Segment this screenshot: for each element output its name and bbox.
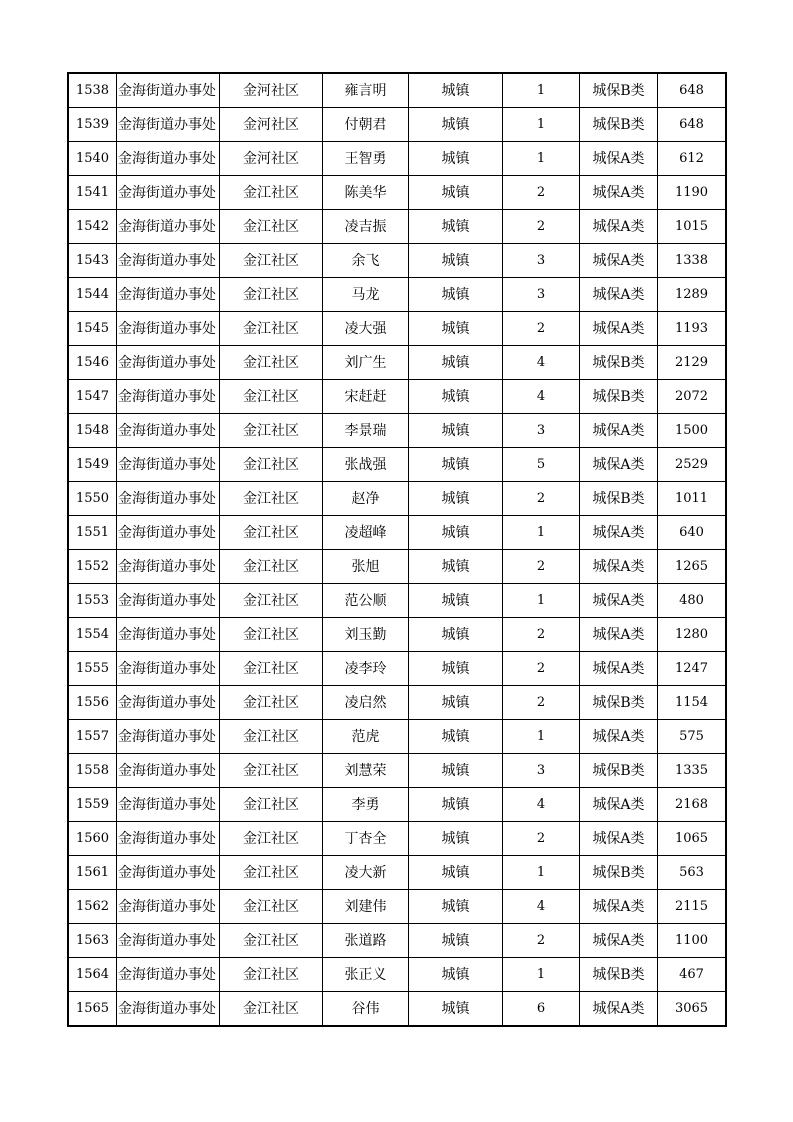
cell-member-count: 6 (503, 992, 580, 1027)
cell-household-type: 城镇 (409, 516, 503, 550)
table-row (68, 414, 726, 448)
cell-person-name: 谷伟 (323, 992, 409, 1027)
cell-amount: 3065 (658, 992, 727, 1027)
cell-amount: 1011 (658, 482, 727, 516)
cell-member-count: 2 (503, 686, 580, 720)
cell-household-type: 城镇 (409, 142, 503, 176)
cell-office: 金海街道办事处 (117, 856, 220, 890)
cell-household-type: 城镇 (409, 482, 503, 516)
cell-amount: 612 (658, 142, 727, 176)
cell-person-name: 张旭 (323, 550, 409, 584)
cell-office: 金海街道办事处 (117, 448, 220, 482)
cell-member-count: 2 (503, 312, 580, 346)
cell-household-type: 城镇 (409, 346, 503, 380)
cell-office: 金海街道办事处 (117, 788, 220, 822)
cell-serial-number: 1548 (68, 414, 117, 448)
cell-office: 金海街道办事处 (117, 142, 220, 176)
cell-member-count: 4 (503, 346, 580, 380)
table-row (68, 278, 726, 312)
cell-person-name: 凌超峰 (323, 516, 409, 550)
cell-member-count: 4 (503, 380, 580, 414)
cell-serial-number: 1542 (68, 210, 117, 244)
cell-member-count: 5 (503, 448, 580, 482)
cell-household-type: 城镇 (409, 822, 503, 856)
cell-office: 金海街道办事处 (117, 584, 220, 618)
cell-serial-number: 1545 (68, 312, 117, 346)
cell-serial-number: 1552 (68, 550, 117, 584)
cell-serial-number: 1551 (68, 516, 117, 550)
cell-amount: 648 (658, 73, 727, 108)
cell-serial-number: 1563 (68, 924, 117, 958)
cell-office: 金海街道办事处 (117, 278, 220, 312)
table-row (68, 652, 726, 686)
cell-office: 金海街道办事处 (117, 652, 220, 686)
cell-community: 金江社区 (220, 176, 323, 210)
cell-member-count: 1 (503, 720, 580, 754)
cell-community: 金江社区 (220, 550, 323, 584)
cell-household-type: 城镇 (409, 890, 503, 924)
cell-category: 城保B类 (580, 380, 658, 414)
cell-person-name: 宋赶赶 (323, 380, 409, 414)
table-row (68, 346, 726, 380)
cell-office: 金海街道办事处 (117, 482, 220, 516)
cell-office: 金海街道办事处 (117, 550, 220, 584)
cell-member-count: 4 (503, 890, 580, 924)
cell-person-name: 雍言明 (323, 73, 409, 108)
cell-category: 城保A类 (580, 924, 658, 958)
cell-category: 城保B类 (580, 482, 658, 516)
cell-community: 金江社区 (220, 754, 323, 788)
cell-office: 金海街道办事处 (117, 108, 220, 142)
cell-category: 城保A类 (580, 278, 658, 312)
cell-category: 城保A类 (580, 244, 658, 278)
table-row (68, 482, 726, 516)
cell-office: 金海街道办事处 (117, 380, 220, 414)
cell-member-count: 2 (503, 210, 580, 244)
cell-category: 城保B类 (580, 108, 658, 142)
cell-member-count: 2 (503, 550, 580, 584)
cell-category: 城保B类 (580, 754, 658, 788)
cell-amount: 575 (658, 720, 727, 754)
cell-community: 金江社区 (220, 210, 323, 244)
cell-serial-number: 1560 (68, 822, 117, 856)
cell-community: 金江社区 (220, 448, 323, 482)
cell-community: 金江社区 (220, 856, 323, 890)
cell-member-count: 2 (503, 176, 580, 210)
cell-office: 金海街道办事处 (117, 244, 220, 278)
cell-person-name: 凌大新 (323, 856, 409, 890)
cell-amount: 1500 (658, 414, 727, 448)
cell-category: 城保A类 (580, 992, 658, 1027)
cell-community: 金江社区 (220, 346, 323, 380)
cell-household-type: 城镇 (409, 924, 503, 958)
cell-amount: 2529 (658, 448, 727, 482)
cell-member-count: 1 (503, 584, 580, 618)
cell-household-type: 城镇 (409, 686, 503, 720)
cell-household-type: 城镇 (409, 958, 503, 992)
cell-amount: 1100 (658, 924, 727, 958)
table-row (68, 856, 726, 890)
cell-community: 金江社区 (220, 958, 323, 992)
table-row (68, 516, 726, 550)
cell-category: 城保A类 (580, 516, 658, 550)
cell-household-type: 城镇 (409, 550, 503, 584)
cell-amount: 1193 (658, 312, 727, 346)
cell-category: 城保A类 (580, 822, 658, 856)
cell-person-name: 张战强 (323, 448, 409, 482)
cell-household-type: 城镇 (409, 788, 503, 822)
cell-person-name: 刘慧荣 (323, 754, 409, 788)
roster-table-body (68, 73, 726, 1026)
cell-member-count: 2 (503, 482, 580, 516)
cell-category: 城保B类 (580, 346, 658, 380)
cell-member-count: 3 (503, 278, 580, 312)
cell-household-type: 城镇 (409, 73, 503, 108)
cell-office: 金海街道办事处 (117, 754, 220, 788)
cell-household-type: 城镇 (409, 312, 503, 346)
cell-category: 城保A类 (580, 414, 658, 448)
cell-person-name: 张正义 (323, 958, 409, 992)
table-row (68, 448, 726, 482)
roster-table (67, 72, 727, 1027)
cell-category: 城保A类 (580, 210, 658, 244)
cell-member-count: 3 (503, 244, 580, 278)
cell-person-name: 刘玉勤 (323, 618, 409, 652)
cell-household-type: 城镇 (409, 754, 503, 788)
cell-amount: 1280 (658, 618, 727, 652)
cell-office: 金海街道办事处 (117, 686, 220, 720)
cell-person-name: 李景瑞 (323, 414, 409, 448)
cell-serial-number: 1561 (68, 856, 117, 890)
cell-member-count: 2 (503, 652, 580, 686)
cell-amount: 1015 (658, 210, 727, 244)
cell-amount: 563 (658, 856, 727, 890)
cell-amount: 1247 (658, 652, 727, 686)
cell-household-type: 城镇 (409, 992, 503, 1027)
table-row (68, 73, 726, 108)
table-row (68, 890, 726, 924)
cell-serial-number: 1558 (68, 754, 117, 788)
cell-category: 城保A类 (580, 720, 658, 754)
cell-member-count: 3 (503, 754, 580, 788)
cell-category: 城保A类 (580, 652, 658, 686)
cell-amount: 648 (658, 108, 727, 142)
cell-person-name: 马龙 (323, 278, 409, 312)
cell-community: 金江社区 (220, 414, 323, 448)
cell-person-name: 范公顺 (323, 584, 409, 618)
cell-office: 金海街道办事处 (117, 414, 220, 448)
cell-office: 金海街道办事处 (117, 73, 220, 108)
cell-serial-number: 1549 (68, 448, 117, 482)
table-row (68, 992, 726, 1027)
cell-serial-number: 1550 (68, 482, 117, 516)
cell-amount: 1335 (658, 754, 727, 788)
cell-person-name: 李勇 (323, 788, 409, 822)
cell-serial-number: 1546 (68, 346, 117, 380)
cell-amount: 1154 (658, 686, 727, 720)
table-row (68, 108, 726, 142)
cell-amount: 480 (658, 584, 727, 618)
cell-person-name: 赵净 (323, 482, 409, 516)
table-row (68, 754, 726, 788)
table-row (68, 618, 726, 652)
cell-community: 金江社区 (220, 584, 323, 618)
table-row (68, 686, 726, 720)
cell-serial-number: 1559 (68, 788, 117, 822)
cell-category: 城保A类 (580, 584, 658, 618)
table-row (68, 380, 726, 414)
cell-amount: 2115 (658, 890, 727, 924)
cell-member-count: 2 (503, 822, 580, 856)
table-row (68, 244, 726, 278)
cell-serial-number: 1554 (68, 618, 117, 652)
cell-category: 城保A类 (580, 142, 658, 176)
cell-member-count: 1 (503, 856, 580, 890)
cell-member-count: 4 (503, 788, 580, 822)
cell-community: 金江社区 (220, 924, 323, 958)
cell-community: 金江社区 (220, 244, 323, 278)
cell-person-name: 凌启然 (323, 686, 409, 720)
cell-household-type: 城镇 (409, 244, 503, 278)
cell-amount: 2072 (658, 380, 727, 414)
cell-category: 城保B类 (580, 958, 658, 992)
cell-serial-number: 1547 (68, 380, 117, 414)
cell-community: 金江社区 (220, 482, 323, 516)
cell-serial-number: 1565 (68, 992, 117, 1027)
cell-member-count: 2 (503, 618, 580, 652)
table-row (68, 210, 726, 244)
cell-category: 城保B类 (580, 73, 658, 108)
cell-community: 金江社区 (220, 720, 323, 754)
cell-office: 金海街道办事处 (117, 958, 220, 992)
table-row (68, 788, 726, 822)
cell-household-type: 城镇 (409, 380, 503, 414)
cell-office: 金海街道办事处 (117, 890, 220, 924)
cell-person-name: 余飞 (323, 244, 409, 278)
cell-category: 城保A类 (580, 312, 658, 346)
cell-office: 金海街道办事处 (117, 992, 220, 1027)
cell-office: 金海街道办事处 (117, 176, 220, 210)
cell-office: 金海街道办事处 (117, 720, 220, 754)
cell-member-count: 1 (503, 108, 580, 142)
cell-community: 金江社区 (220, 890, 323, 924)
cell-household-type: 城镇 (409, 108, 503, 142)
cell-office: 金海街道办事处 (117, 346, 220, 380)
table-row (68, 720, 726, 754)
cell-serial-number: 1539 (68, 108, 117, 142)
cell-person-name: 陈美华 (323, 176, 409, 210)
cell-category: 城保A类 (580, 448, 658, 482)
table-row (68, 822, 726, 856)
cell-amount: 1289 (658, 278, 727, 312)
cell-category: 城保A类 (580, 788, 658, 822)
cell-amount: 2129 (658, 346, 727, 380)
cell-amount: 1190 (658, 176, 727, 210)
cell-member-count: 1 (503, 516, 580, 550)
cell-community: 金河社区 (220, 108, 323, 142)
cell-household-type: 城镇 (409, 618, 503, 652)
cell-member-count: 3 (503, 414, 580, 448)
cell-serial-number: 1544 (68, 278, 117, 312)
cell-member-count: 1 (503, 958, 580, 992)
cell-person-name: 凌吉振 (323, 210, 409, 244)
cell-household-type: 城镇 (409, 448, 503, 482)
cell-community: 金河社区 (220, 73, 323, 108)
cell-category: 城保A类 (580, 550, 658, 584)
cell-amount: 467 (658, 958, 727, 992)
cell-person-name: 范虎 (323, 720, 409, 754)
cell-serial-number: 1540 (68, 142, 117, 176)
cell-serial-number: 1562 (68, 890, 117, 924)
cell-household-type: 城镇 (409, 210, 503, 244)
cell-household-type: 城镇 (409, 720, 503, 754)
cell-serial-number: 1543 (68, 244, 117, 278)
cell-office: 金海街道办事处 (117, 618, 220, 652)
cell-household-type: 城镇 (409, 176, 503, 210)
cell-category: 城保B类 (580, 856, 658, 890)
cell-serial-number: 1541 (68, 176, 117, 210)
cell-household-type: 城镇 (409, 856, 503, 890)
cell-person-name: 凌大强 (323, 312, 409, 346)
cell-community: 金江社区 (220, 516, 323, 550)
cell-person-name: 王智勇 (323, 142, 409, 176)
cell-person-name: 刘建伟 (323, 890, 409, 924)
cell-serial-number: 1557 (68, 720, 117, 754)
cell-community: 金江社区 (220, 380, 323, 414)
table-row (68, 958, 726, 992)
cell-community: 金江社区 (220, 788, 323, 822)
cell-community: 金江社区 (220, 652, 323, 686)
cell-serial-number: 1564 (68, 958, 117, 992)
table-row (68, 142, 726, 176)
cell-amount: 2168 (658, 788, 727, 822)
cell-office: 金海街道办事处 (117, 822, 220, 856)
cell-person-name: 丁杏全 (323, 822, 409, 856)
cell-serial-number: 1538 (68, 73, 117, 108)
cell-community: 金江社区 (220, 312, 323, 346)
cell-serial-number: 1553 (68, 584, 117, 618)
cell-household-type: 城镇 (409, 278, 503, 312)
cell-category: 城保A类 (580, 176, 658, 210)
cell-community: 金江社区 (220, 278, 323, 312)
cell-community: 金江社区 (220, 822, 323, 856)
table-row (68, 550, 726, 584)
cell-member-count: 1 (503, 142, 580, 176)
cell-member-count: 1 (503, 73, 580, 108)
cell-amount: 1065 (658, 822, 727, 856)
cell-serial-number: 1555 (68, 652, 117, 686)
cell-community: 金河社区 (220, 142, 323, 176)
cell-office: 金海街道办事处 (117, 516, 220, 550)
cell-category: 城保A类 (580, 890, 658, 924)
cell-household-type: 城镇 (409, 414, 503, 448)
table-row (68, 924, 726, 958)
cell-household-type: 城镇 (409, 584, 503, 618)
cell-serial-number: 1556 (68, 686, 117, 720)
table-row (68, 584, 726, 618)
table-row (68, 176, 726, 210)
cell-amount: 1265 (658, 550, 727, 584)
cell-office: 金海街道办事处 (117, 210, 220, 244)
cell-amount: 640 (658, 516, 727, 550)
cell-community: 金江社区 (220, 618, 323, 652)
cell-household-type: 城镇 (409, 652, 503, 686)
table-row (68, 312, 726, 346)
cell-office: 金海街道办事处 (117, 924, 220, 958)
cell-person-name: 张道路 (323, 924, 409, 958)
cell-category: 城保A类 (580, 618, 658, 652)
cell-person-name: 刘广生 (323, 346, 409, 380)
cell-office: 金海街道办事处 (117, 312, 220, 346)
cell-category: 城保B类 (580, 686, 658, 720)
cell-person-name: 付朝君 (323, 108, 409, 142)
cell-member-count: 2 (503, 924, 580, 958)
cell-community: 金江社区 (220, 992, 323, 1027)
cell-amount: 1338 (658, 244, 727, 278)
cell-community: 金江社区 (220, 686, 323, 720)
cell-person-name: 凌李玲 (323, 652, 409, 686)
